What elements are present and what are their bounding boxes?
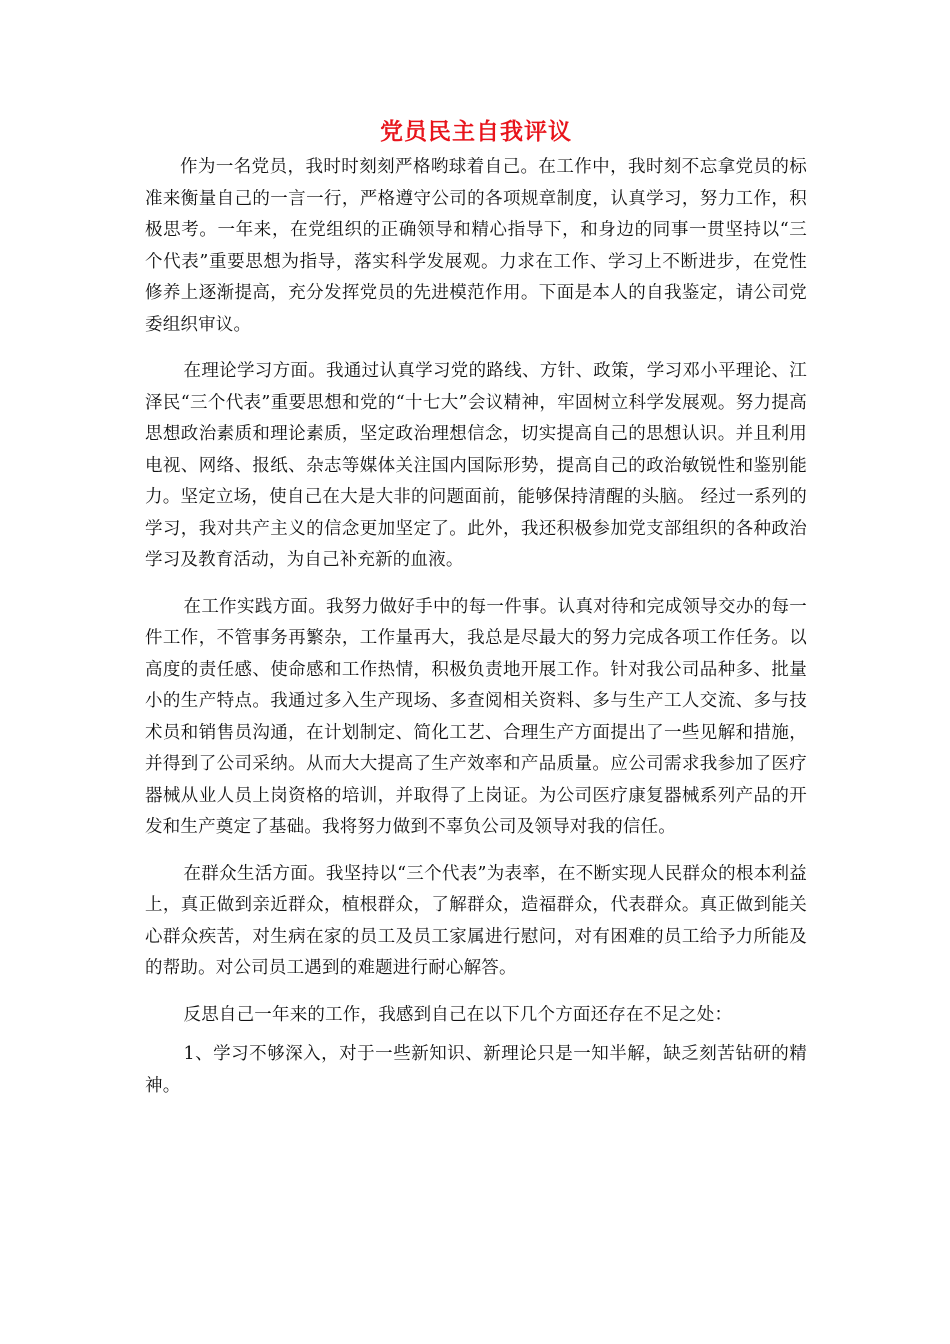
paragraph-mass-life: 在群众生活方面。我坚持以“三个代表”为表率，在不断实现人民群众的根本利益上，真正做到亲近群众，植根群众，了解群众，造福群众，代表群众。真正做到能关心群众疾苦，对生病在家的员工及员工家属进行慰问，对有困难的员工给予力所能及的帮助。对公司员工遇到的难题进行耐心解答。 [145,863,807,978]
paragraph-shortcoming-1: 1、学习不够深入，对于一些新知识、新理论只是一知半解，缺乏刻苦钻研的精神。 [145,1044,807,1096]
paragraph-work-practice: 在工作实践方面。我努力做好手中的每一件事。认真对待和完成领导交办的每一件工作，不管事务再繁杂，工作量再大，我总是尽最大的努力完成各项工作任务。以高度的责任感、使命感和工作热情，积极负责地开展工作。针对我公司品种多、批量小的生产特点。我通过多入生产现场、多查阅相关资料、多与生产工人交流、多与技术员和销售员沟通，在计划制定、简化工艺、合理生产方面提出了一些见解和措施，并得到了公司采纳。从而大大提高了生产效率和产品质量。应公司需求我参加了医疗器械从业人员上岗资格的培训，并取得了上岗证。为公司医疗康复器械系列产品的开发和生产奠定了基础。我将努力做到不辜负公司及领导对我的信任。 [145,596,807,837]
paragraph-theory-study: 在理论学习方面。我通过认真学习党的路线、方针、政策，学习邓小平理论、江泽民“三个代表”重要思想和党的“十七大”会议精神，牢固树立科学发展观。努力提高思想政治素质和理论素质，坚定政治理想信念，切实提高自己的思想认识。并且利用电视、网络、报纸、杂志等媒体关注国内国际形势，提高自己的政治敏锐性和鉴别能力。坚定立场，使自己在大是大非的问题面前，能够保持清醒的头脑。 经过一系列的学习，我对共产主义的信念更加坚定了。此外，我还积极参加党支部组织的各种政治学习及教育活动，为自己补充新的血液。 [145,361,807,570]
paragraph-reflection: 反思自己一年来的工作，我感到自己在以下几个方面还存在不足之处： [183,1004,733,1025]
paragraph-intro: 作为一名党员，我时时刻刻严格哟球着自己。在工作中，我时刻不忘拿党员的标准来衡量自己的一言一行，严格遵守公司的各项规章制度，认真学习，努力工作，积极思考。一年来，在党组织的正确领导和精心指导下，和身边的同事一贯坚持以“三个代表”重要思想为指导，落实科学发展观。力求在工作、学习上不断进步，在党性修养上逐渐提高，充分发挥党员的先进模范作用。下面是本人的自我鉴定，请公司党委组织审议。 [145,157,807,335]
document-page [145,112,807,1102]
document-title: 党员民主自我评议 [380,119,572,145]
